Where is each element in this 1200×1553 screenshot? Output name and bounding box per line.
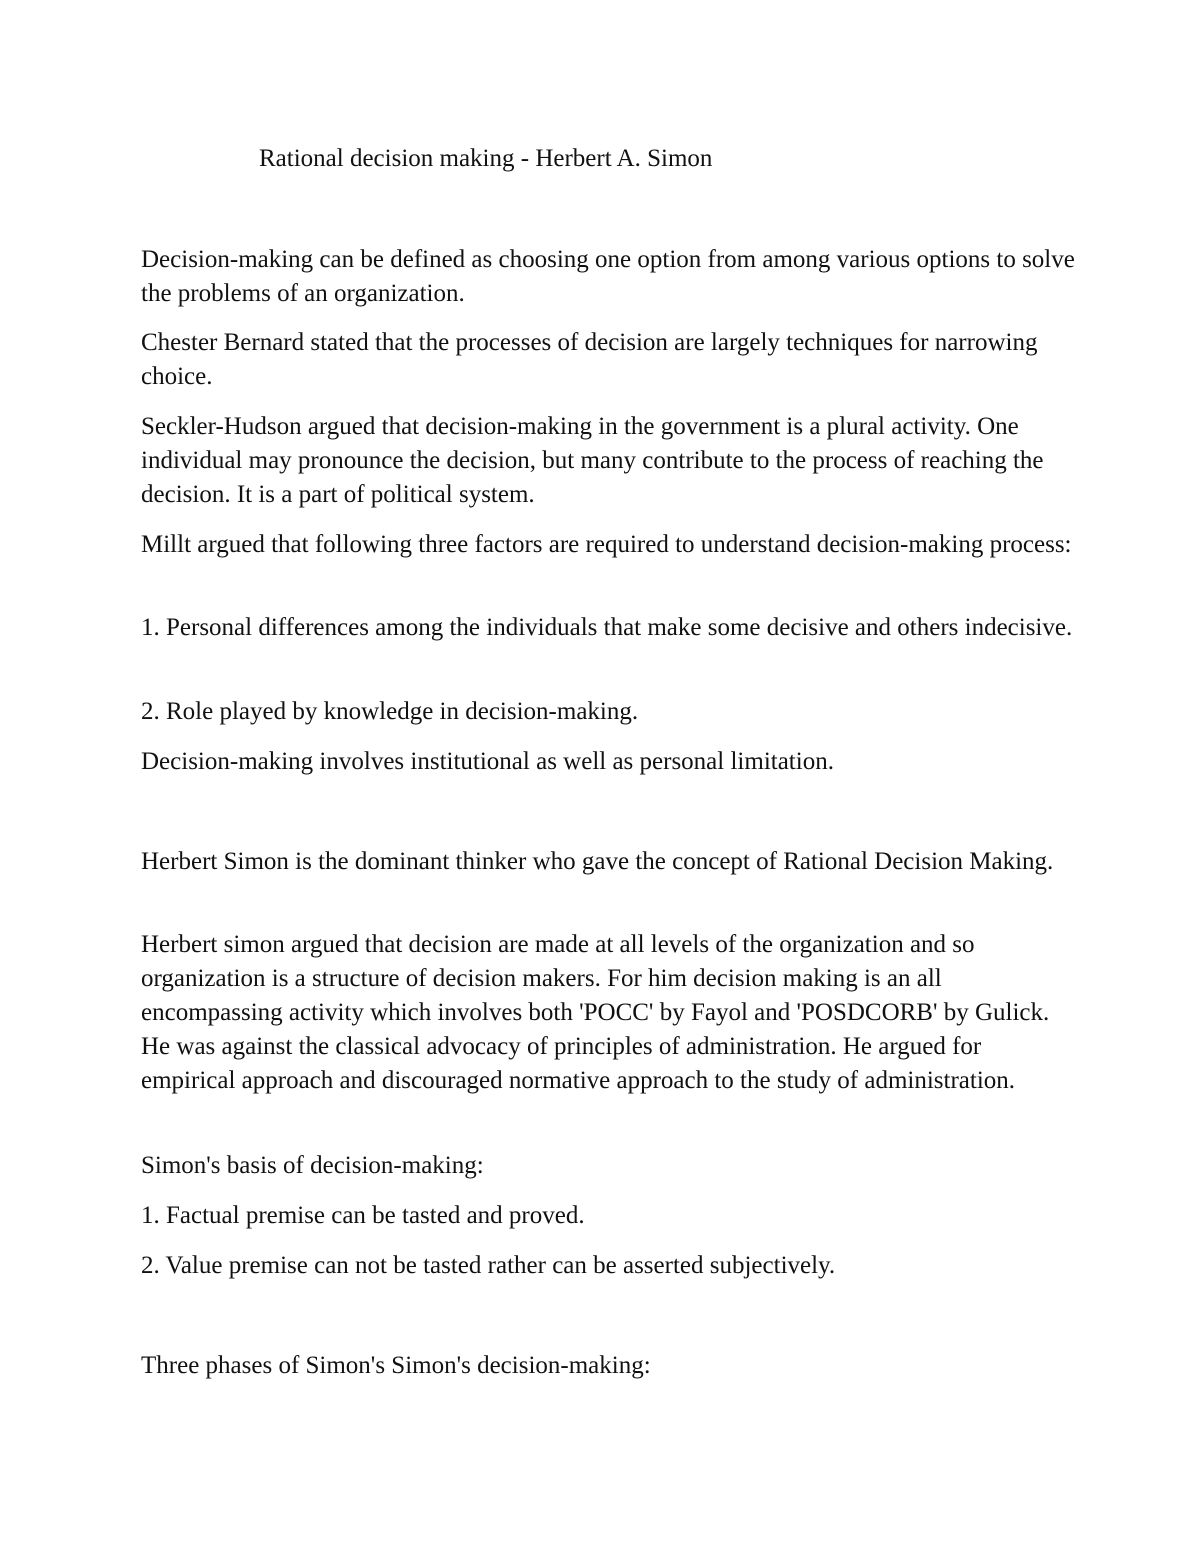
paragraph-seckler-hudson: Seckler-Hudson argued that decision-making in the government is a plural activity. One individual may pronounce the decision, but many contribute to the process of reaching the decision. It is a part of political system.	[141, 413, 1044, 508]
paragraph-chester-bernard: Chester Bernard stated that the processes of decision are largely techniques for narrowing choice.	[141, 329, 1038, 390]
list-item-personal-differences: 1. Personal differences among the individuals that make some decisive and others indecisive.	[141, 614, 1073, 641]
paragraph-three-phases: Three phases of Simon's Simon's decision-making:	[141, 1352, 651, 1379]
paragraph-millt: Millt argued that following three factors are required to understand decision-making process:	[141, 531, 1072, 558]
document-title: Rational decision making - Herbert A. Simon	[259, 145, 713, 172]
list-item-role-of-knowledge: 2. Role played by knowledge in decision-making.	[141, 698, 639, 725]
list-item-value-premise: 2. Value premise can not be tasted rather can be asserted subjectively.	[141, 1252, 836, 1279]
paragraph-simon-basis: Simon's basis of decision-making:	[141, 1152, 484, 1179]
paragraph-limitation: Decision-making involves institutional as well as personal limitation.	[141, 748, 834, 775]
paragraph-herbert-simon-intro: Herbert Simon is the dominant thinker who gave the concept of Rational Decision Making.	[141, 848, 1054, 875]
paragraph-herbert-simon-argument: Herbert simon argued that decision are made at all levels of the organization and so organization is a structure of decision makers. For him decision making is an all encompassing activity which involves both 'POCC' by Fayol and 'POSDCORB' by Gulick. He was against the classical advocacy of principles of administration. He argued for empirical approach and discouraged normative approach to the study of administration.	[141, 931, 1050, 1094]
list-item-factual-premise: 1. Factual premise can be tasted and proved.	[141, 1202, 585, 1229]
paragraph-definition: Decision-making can be defined as choosing one option from among various options to solve the problems of an organization.	[141, 246, 1075, 307]
